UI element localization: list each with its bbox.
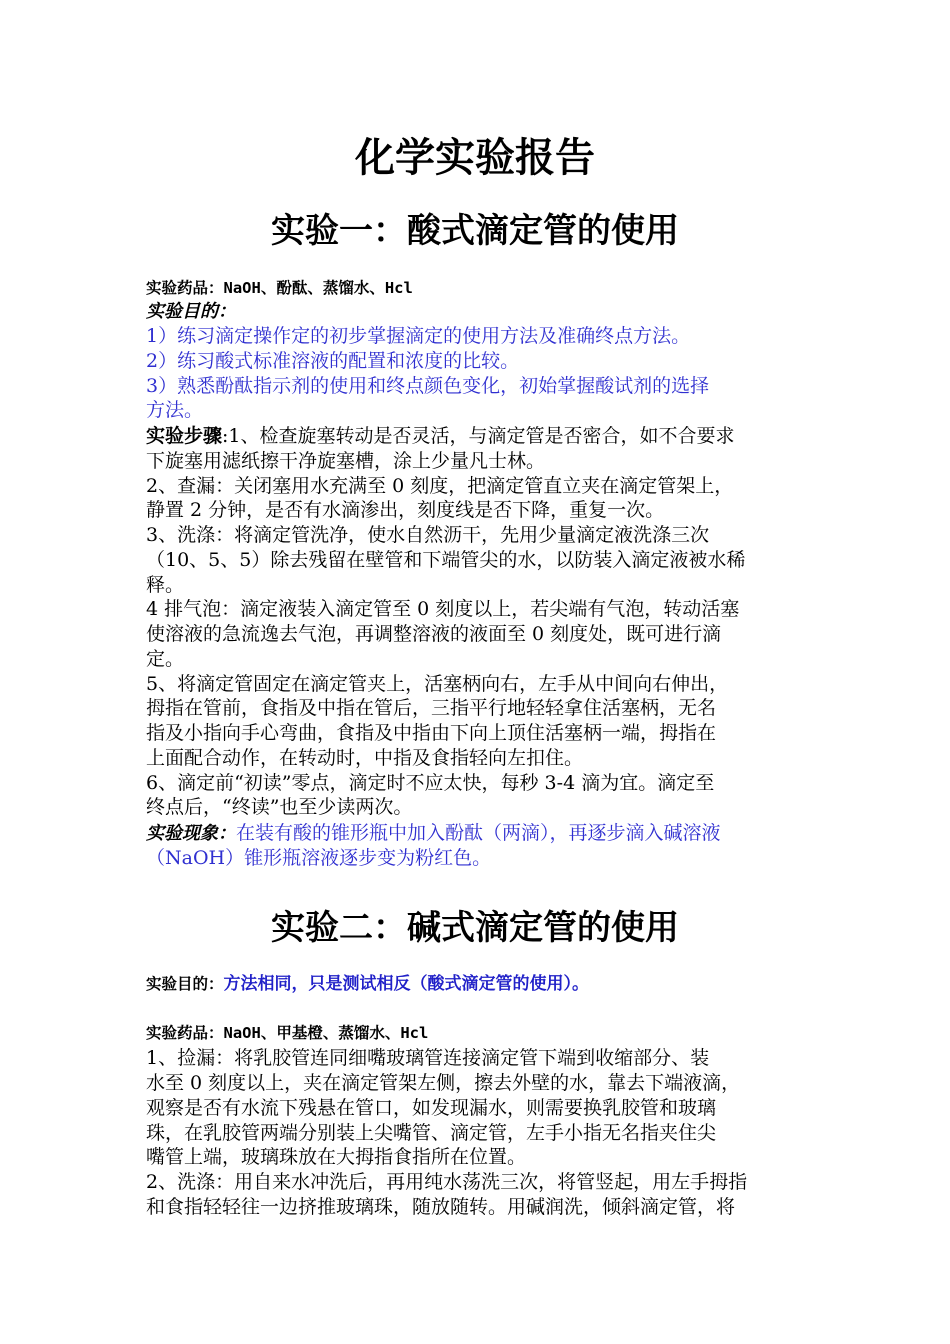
exp1-step-line: 3、洗涤：将滴定管洗净，使水自然沥干，先用少量滴定液洗涤三次 — [146, 524, 710, 546]
exp2-purpose-label: 实验目的： — [146, 975, 224, 993]
exp1-step-line: （10、5、5）除去残留在壁管和下端管尖的水，以防装入滴定液被水稀 — [146, 549, 746, 571]
exp1-steps-label: 实验步骤 — [146, 425, 223, 447]
exp1-steps-first-line — [146, 424, 735, 448]
exp1-step-line: 2、查漏：关闭塞用水充满至 0 刻度，把滴定管直立夹在滴定管架上， — [146, 475, 734, 497]
exp2-reagents — [146, 1023, 428, 1043]
exp1-step-line: 上面配合动作，在转动时，中指及食指轻向左扣住。 — [146, 747, 584, 769]
exp1-purpose-line: 1）练习滴定操作定的初步掌握滴定的使用方法及准确终点方法。 — [146, 325, 691, 347]
exp1-purpose-label: 实验目的： — [146, 301, 236, 322]
exp2-line: 2、洗涤：用自来水冲洗后，再用纯水荡洗三次，将管竖起，用左手拇指 — [146, 1171, 748, 1193]
exp1-step-line: 终点后，“终读”也至少读两次。 — [146, 796, 413, 818]
exp1-step-line: 使溶液的急流逸去气泡，再调整溶液的液面至 0 刻度处，既可进行滴 — [146, 623, 722, 645]
exp2-purpose-value: 方法相同，只是测试相反（酸式滴定管的使用）。 — [223, 974, 590, 994]
exp1-step-line: 4 排气泡：滴定液装入滴定管至 0 刻度以上，若尖端有气泡，转动活塞 — [146, 598, 740, 620]
exp1-purpose-line: 3）熟悉酚酞指示剂的使用和终点颜色变化，初始掌握酸试剂的选择 — [146, 375, 710, 397]
exp1-step-line: 5、将滴定管固定在滴定管夹上，活塞柄向右，左手从中间向右伸出， — [146, 673, 729, 695]
exp1-step-line: 下旋塞用滤纸擦干净旋塞槽，涂上少量凡士林。 — [146, 450, 546, 472]
exp2-line: 水至 0 刻度以上，夹在滴定管架左侧，擦去外壁的水，靠去下端液滴， — [146, 1072, 741, 1094]
exp1-step-line: 拇指在管前，食指及中指在管后，三指平行地轻轻拿住活塞柄，无名 — [146, 697, 717, 719]
exp1-step-line: 指及小指向手心弯曲，食指及中指由下向上顶住活塞柄一端，拇指在 — [146, 722, 717, 744]
exp2-line: 观察是否有水流下残悬在管口，如发现漏水，则需要换乳胶管和玻璃 — [146, 1097, 717, 1119]
exp2-heading: 实验二：碱式滴定管的使用 — [271, 908, 679, 948]
exp1-steps-text: :1、检查旋塞转动是否灵活，与滴定管是否密合，如不合要求 — [222, 425, 735, 447]
exp1-purpose-line: 方法。 — [146, 399, 204, 421]
exp1-reagents-value: NaOH、酚酞、蒸馏水、Hcl — [223, 279, 413, 297]
exp2-reagents-value: NaOH、甲基橙、蒸馏水、Hcl — [223, 1024, 429, 1042]
exp1-step-line: 6、滴定前“初读”零点，滴定时不应太快，每秒 3-4 滴为宜。滴定至 — [146, 772, 715, 794]
exp1-purpose-line: 2）练习酸式标准溶液的配置和浓度的比较。 — [146, 350, 520, 372]
exp1-phenomenon-text: 在装有酸的锥形瓶中加入酚酞（两滴），再逐步滴入碱溶液 — [236, 822, 721, 844]
exp2-line: 1、捡漏：将乳胶管连同细嘴玻璃管连接滴定管下端到收缩部分、装 — [146, 1047, 710, 1069]
exp2-line: 珠，在乳胶管两端分别装上尖嘴管、滴定管，左手小指无名指夹住尖 — [146, 1122, 717, 1144]
exp2-purpose — [146, 974, 589, 994]
report-title: 化学实验报告 — [355, 135, 595, 181]
exp1-reagents — [146, 278, 413, 298]
exp2-line: 嘴管上端，玻璃珠放在大拇指食指所在位置。 — [146, 1146, 527, 1168]
exp1-phenomenon-label: 实验现象： — [146, 823, 236, 844]
exp2-reagents-label: 实验药品： — [146, 1024, 224, 1042]
exp1-step-line: 定。 — [146, 648, 185, 670]
exp1-heading: 实验一：酸式滴定管的使用 — [271, 211, 679, 251]
exp2-line: 和食指轻轻往一边挤推玻璃珠，随放随转。用碱润洗，倾斜滴定管，将 — [146, 1196, 736, 1218]
exp1-step-line: 静置 2 分钟，是否有水滴渗出，刻度线是否下降，重复一次。 — [146, 499, 665, 521]
exp1-step-line: 释。 — [146, 574, 185, 596]
exp1-reagents-label: 实验药品： — [146, 279, 224, 297]
exp1-phenomenon-line: （NaOH）锥形瓶溶液逐步变为粉红色。 — [146, 847, 492, 869]
exp1-phenomenon-first-line — [146, 821, 721, 846]
